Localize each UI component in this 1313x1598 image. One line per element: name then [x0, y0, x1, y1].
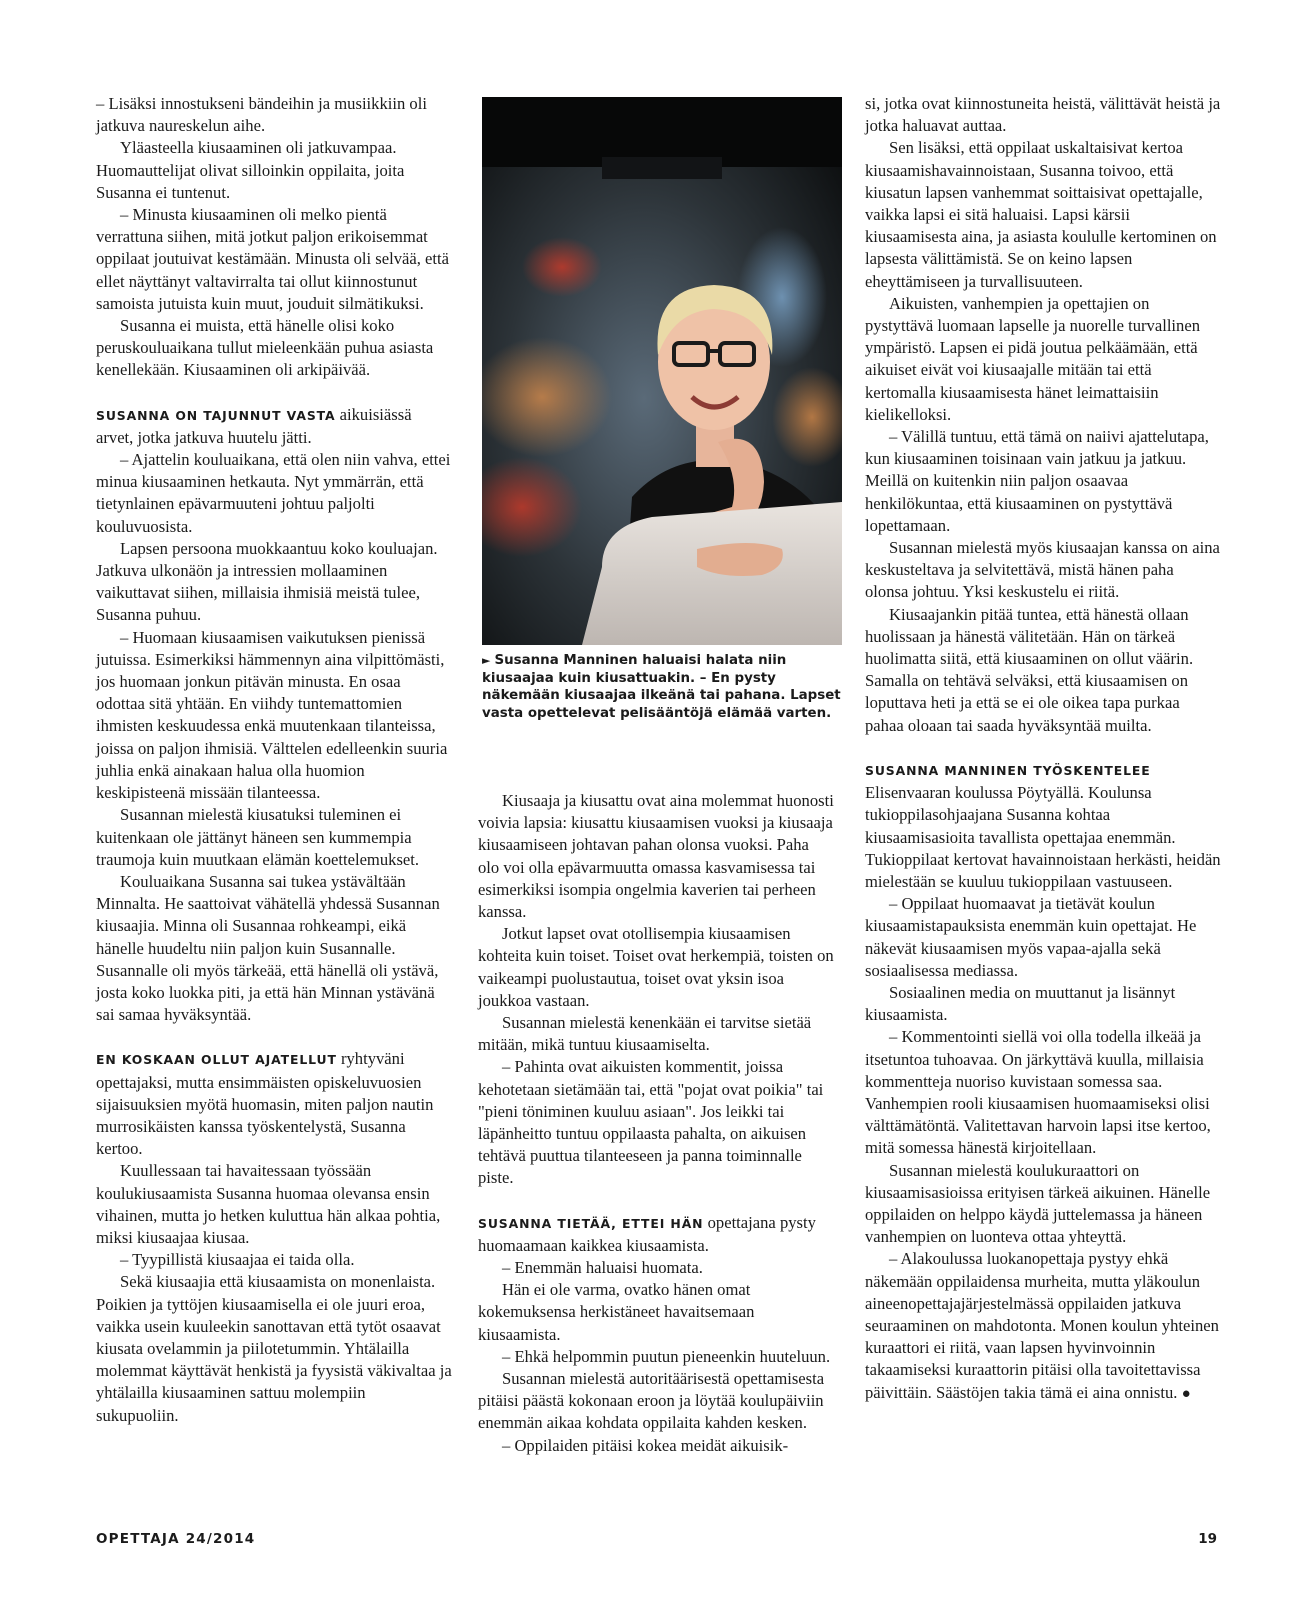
paragraph: – Huomaan kiusaamisen vaikutuksen pienissä jutuissa. Esimerkiksi hämmennyn aina vilpittömästi, jos huomaan jonkun pitävän minusta. En osaa odottaa sitä yhtään. En viihdy tuntemattomien ihmisten keskuudessa enkä muutenkaan tilanteissa, joissa on paljon ihmisiä. Välttelen edelleenkin suuria juhlia enkä ainakaan halua olla huomion keskipisteenä missään tilanteessa.: [96, 627, 448, 803]
paragraph: Kouluaikana Susanna sai tukea ystävältään Minnalta. He saattoivat vähätellä yhdessä Susannan kiusaajia. Minna oli Susannaa rohkeampi, eikä hänelle huudeltu niin paljon kuin Susannalle. Susannalle oli myös tärkeää, että hänellä oli ystävä, josta koko luokka piti, ja että hän Minnan ystävänä sai samaa hyväksyntää.: [96, 871, 440, 1025]
paragraph: – Pahinta ovat aikuisten kommentit, joissa kehotetaan sietämään tai, että "pojat ovat poikia" tai "pieni töniminen kuuluu asiaan". Jos leikki tai läpänheitto tuntuu oppilaasta pahalta, on aikuisen tehtävä puuttua tilanteeseen ja panna toiminnalle piste.: [478, 1057, 824, 1188]
paragraph: – Lisäksi innostukseni bändeihin ja musiikkiin oli jatkuva naureskelun aihe.: [96, 94, 427, 136]
paragraph: Susannan mielestä kenenkään ei tarvitse sietää mitään, mikä tuntuu kiusaamiselta.: [478, 1013, 812, 1055]
caption-text: Susanna Manninen haluaisi halata niin kiusaajaa kuin kiusattuakin. – En pysty näkemään kiusaajaa ilkeänä tai pahana. Lapset vasta opettelevat pelisääntöjä elämää varten.: [482, 653, 841, 721]
photo-caption: [482, 652, 842, 722]
paragraph: – Enemmän haluaisi huomata.: [502, 1258, 703, 1278]
section-lead: [96, 1048, 452, 1160]
paragraph: Lapsen persoona muokkaantuu koko kouluajan. Jatkuva ulkonäön ja intressien mollaaminen vaikuttavat siihen, millaisia ihmisiä meistä tulee, Susanna puhuu.: [96, 538, 438, 625]
section-lead-text: aikuisiässä arvet, jotka jatkuva huutelu jätti.: [96, 404, 412, 447]
section-lead-text: opettajana pysty huomaamaan kaikkea kiusaamista.: [478, 1212, 816, 1255]
paragraph: Sekä kiusaajia että kiusaamista on monenlaista. Poikien ja tyttöjen kiusaamisella ei ole juuri eroa, vaikka usein kuuleekin sanottavan että tytöt osaavat kiusata ovelammin ja piilotetummin. Yhtälailla molemmat käyttävät henkistä ja fyysistä väkivaltaa ja yhtälailla kiusaaminen sattuu molempiin sukupuoliin.: [96, 1272, 452, 1425]
paragraph: Sosiaalinen media on muuttanut ja lisännyt kiusaamista.: [865, 982, 1176, 1025]
paragraph: – Tyypillistä kiusaajaa ei taida olla.: [120, 1250, 355, 1270]
publication-footer: OPETTAJA 24/2014: [96, 1531, 256, 1547]
section-lead: [478, 1212, 834, 1257]
paragraph: [865, 1248, 1221, 1404]
paragraph: Yläasteella kiusaaminen oli jatkuvampaa. Huomauttelijat olivat silloinkin oppilaita, joita Susanna ei tuntenut.: [96, 138, 405, 202]
article-column-3: [865, 93, 1221, 1405]
paragraph: – Ehkä helpommin puutun pieneenkin huuteluun.: [502, 1346, 831, 1366]
paragraph: Hän ei ole varma, ovatko hänen omat kokemuksensa herkistäneet havaitsemaan kiusaamista.: [478, 1280, 755, 1344]
paragraph: – Oppilaiden pitäisi kokea meidät aikuisik-: [502, 1435, 789, 1455]
section-lead-caps: EN KOSKAAN OLLUT AJATELLUT: [96, 1052, 337, 1068]
article-column-1: [96, 93, 452, 1427]
paragraph: – Oppilaat huomaavat ja tietävät koulun kiusaamistapauksista enemmän kuin opettajat. He näkevät kiusaamisen myös vapaa-ajalla sekä sosiaalisessa mediassa.: [865, 894, 1197, 980]
paragraph: Kiusaajankin pitää tuntea, että hänestä ollaan huolissaan ja hänestä välitetään. Hän on tärkeä huolimatta siitä, että kiusaaminen on ollut väärin. Samalla on tehtävä selväksi, että kiusaamisen on loputtava heti ja että se ei ole oikea tapa purkaa pahaa oloaan tai saada hyväksyntää muilta.: [865, 604, 1194, 735]
paragraph: Susannan mielestä koulukuraattori on kiusaamisasioissa erityisen tärkeä aikuinen. Hänelle oppilaiden on helppo käydä juttelemassa ja häneen vanhempien on luonteva ottaa yhteyttä.: [865, 1160, 1211, 1247]
caption-arrow-icon: ►: [482, 654, 491, 667]
paragraph: si, jotka ovat kiinnostuneita heistä, välittävät heistä ja jotka haluavat auttaa.: [865, 94, 1221, 136]
section-lead-caps: SUSANNA TIETÄÄ, ETTEI HÄN: [478, 1215, 704, 1231]
paragraph: Aikuisten, vanhempien ja opettajien on pystyttävä luomaan lapselle ja nuorelle turvallinen ympäristö. Lapsen ei pidä joutua pelkäämään, että aikuiset eivät voi kiusaajalle mitään tai että kertomalla kiusaamisesta hänet leimattaisiin kielikelloksi.: [865, 293, 1200, 424]
paragraph-text: – Alakoulussa luokanopettaja pystyy ehkä näkemään oppilaidensa murheita, mutta yläkoulun aineenopettajajärjestelmässä oppilaiden jatkuva seuraaminen on mahdotonta. Monen koulun yhteinen kuraattori ei riitä, vaan lapsen hyvinvoinnin takaamiseksi kuraattorin pitäisi olla tavoitettavissa päivittäin. Säästöjen takia tämä ei aina onnistu.: [865, 1249, 1219, 1402]
paragraph: Susanna ei muista, että hänelle olisi koko peruskouluaikana tullut mieleenkään puhua asiasta kenellekään. Kiusaaminen oli arkipäivää.: [96, 316, 434, 380]
article-column-2: [478, 790, 834, 1457]
portrait-photo: [482, 97, 842, 645]
paragraph: Susannan mielestä autoritäärisestä opettamisesta pitäisi päästä kokonaan eroon ja löytää koulupäiviin enemmän aikaa kohdata oppilaita kahden kesken.: [478, 1369, 825, 1433]
section-lead-caps: SUSANNA ON TAJUNNUT VASTA: [96, 407, 336, 423]
paragraph: Sen lisäksi, että oppilaat uskaltaisivat kertoa kiusaamishavainnoistaan, Susanna toivoo, että kiusatun lapsen vanhemmat soittaisivat opettajalle, vaikka lapsi ei sitä haluaisi. Lapsi kärsii kiusaamisesta aina, ja asiasta koululle kertominen on lapsesta välittämistä. Se on keino lapsen eheyttämiseen ja turvallisuuteen.: [865, 138, 1217, 291]
page-number: 19: [1198, 1531, 1217, 1547]
section-lead-caps: SUSANNA MANNINEN TYÖSKENTELEE: [865, 762, 1151, 778]
paragraph: – Kommentointi siellä voi olla todella ilkeää ja itsetuntoa tuhoavaa. On järkyttävä kuulla, millaisia kommentteja nuoriso kuvistaan somessa saa. Vanhempien rooli kiusaamisen huomaamiseksi olisi välttämätöntä. Valitettavan harvoin lapsi itse kertoo, mitä somessa hänestä kirjoitellaan.: [865, 1027, 1211, 1158]
portrait-illustration: [482, 97, 842, 645]
paragraph: Kuullessaan tai havaitessaan työssään koulukiusaamista Susanna huomaa olevansa ensin vihainen, mutta jo hetken kuluttua hän alkaa pohtia, miksi kiusaajaa kiusaa.: [96, 1161, 441, 1247]
section-lead-text: ryhtyväni opettajaksi, mutta ensimmäisten opiskeluvuosien sijaisuuksien myötä huomasin, miten paljon nautin murrosikäisten kanssa työskentelystä, Susanna kertoo.: [96, 1049, 434, 1159]
paragraph: – Ajattelin kouluaikana, että olen niin vahva, ettei minua kiusaaminen hetkauta. Nyt ymmärrän, että tietynlainen epävarmuuteni johtuu paljolti kouluvuosista.: [96, 450, 451, 536]
paragraph: Susannan mielestä myös kiusaajan kanssa on aina keskusteltava ja selvitettävä, mistä hänen paha olonsa johtuu. Yksi keskustelu ei riitä.: [865, 538, 1220, 602]
paragraph: – Minusta kiusaaminen oli melko pientä verrattuna siihen, mitä jotkut paljon erikoisemmat oppilaat joutuivat kestämään. Minusta oli selvää, että ellet näyttänyt valtavirralta tai ollut kiinnostunut samoista jutuista kuin muut, jouduit silmätikuksi.: [96, 205, 449, 313]
paragraph: Kiusaaja ja kiusattu ovat aina molemmat huonosti voivia lapsia: kiusattu kiusaamisen vuoksi ja kiusaaja kiusaamiseen johtavan pahan olonsa vuoksi. Paha olo voi olla epävarmuutta omassa kasvamisessa tai esimerkiksi isompia ongelmia kaverien tai perheen kanssa.: [478, 791, 834, 922]
section-lead-text: Elisenvaaran koulussa Pöytyällä. Koulunsa tukioppilasohjaajana Susanna kohtaa kiusaamisasioita tavallista opettajaa enemmän. Tukioppilaat kertovat havainnoistaan herkästi, heidän mielestään se kuuluu tukioppilaan vastuuseen.: [865, 783, 1221, 891]
end-mark-icon: ●: [1181, 1385, 1191, 1402]
section-lead: [96, 404, 452, 449]
paragraph: Susannan mielestä kiusatuksi tuleminen ei kuitenkaan ole jättänyt häneen sen kummempia traumoja kuin muutkaan elämän koettelemukset.: [96, 805, 420, 869]
section-lead: [865, 759, 1221, 893]
paragraph: – Välillä tuntuu, että tämä on naiivi ajattelutapa, kun kiusaaminen toisinaan vain jatkuu ja jatkuu. Meillä on kuitenkin niin paljon osaavaa henkilökuntaa, että kiusaaminen on pystyttävä lopettamaan.: [865, 427, 1209, 535]
paragraph: Jotkut lapset ovat otollisempia kiusaamisen kohteita kuin toiset. Toiset ovat herkempiä, toisten on vaikeampi puolustautua, toiset ovat yksin isoa joukkoa vastaan.: [478, 924, 834, 1010]
